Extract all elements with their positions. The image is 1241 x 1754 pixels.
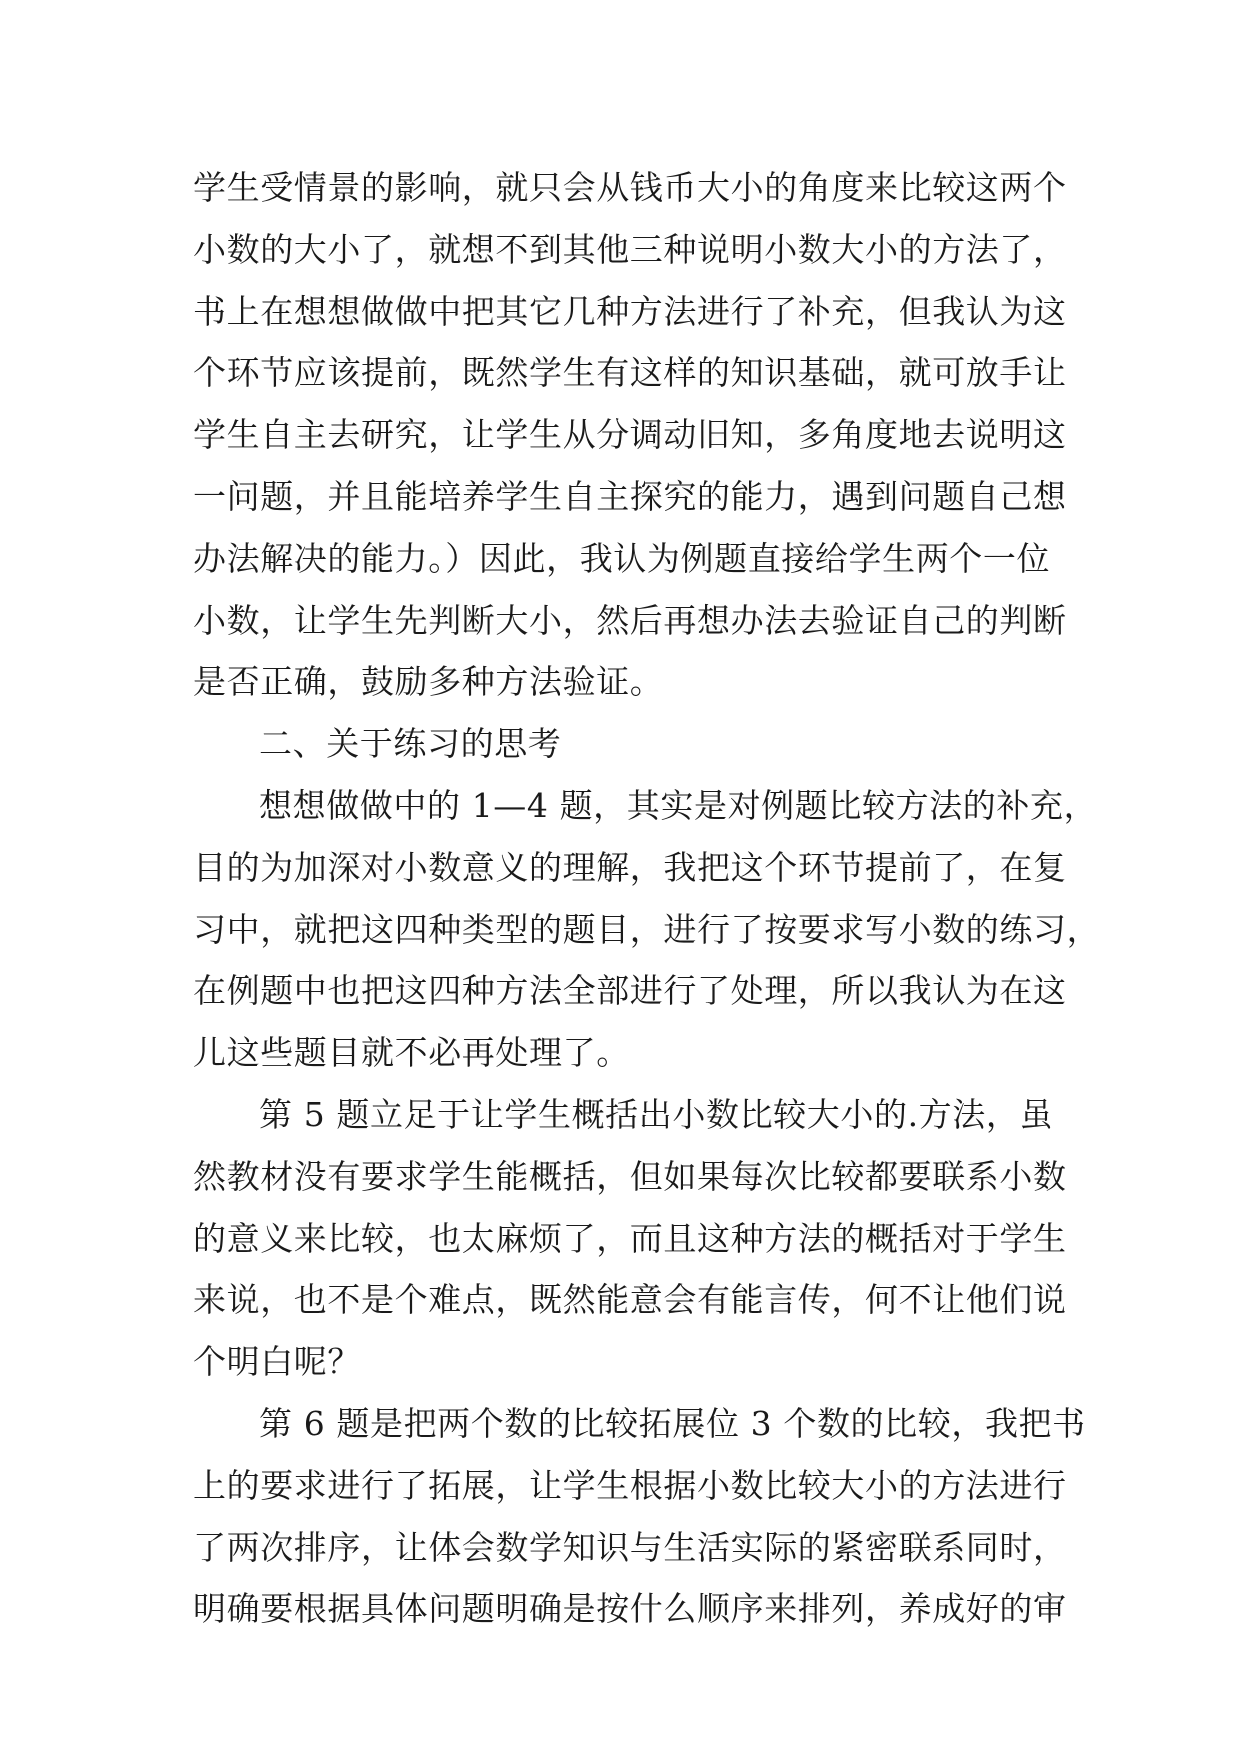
text-line: 明确要根据具体问题明确是按什么顺序来排列，养成好的审	[193, 1589, 1067, 1629]
text-line: 在例题中也把这四种方法全部进行了处理，所以我认为在这	[193, 971, 1067, 1011]
text-line: 是否正确，鼓励多种方法验证。	[193, 662, 664, 702]
text-line: 的意义来比较，也太麻烦了，而且这种方法的概括对于学生	[193, 1218, 1067, 1258]
text-line: 儿这些题目就不必再处理了。	[193, 1033, 630, 1073]
text-line: 来说，也不是个难点，既然能意会有能言传，何不让他们说	[193, 1280, 1067, 1320]
text-line: 个明白呢？	[193, 1342, 361, 1382]
text-line: 了两次排序，让体会数学知识与生活实际的紧密联系同时，	[193, 1527, 1067, 1567]
text-line: 办法解决的能力。）因此，我认为例题直接给学生两个一位	[193, 538, 1051, 578]
text-line: 习中，就把这四种类型的题目，进行了按要求写小数的练习，	[193, 909, 1101, 949]
text-line: 一问题，并且能培养学生自主探究的能力，遇到问题自己想	[193, 476, 1067, 516]
text-line: 书上在想想做做中把其它几种方法进行了补充，但我认为这	[193, 291, 1067, 331]
text-line: 目的为加深对小数意义的理解，我把这个环节提前了，在复	[193, 847, 1067, 887]
text-line: 学生自主去研究，让学生从分调动旧知，多角度地去说明这	[193, 415, 1067, 455]
text-line: 小数的大小了，就想不到其他三种说明小数大小的方法了，	[193, 229, 1067, 269]
text-line: 第 5 题立足于让学生概括出小数比较大小的.方法，虽	[259, 1094, 1054, 1134]
body-text	[193, 157, 1101, 1640]
text-line: 个环节应该提前，既然学生有这样的知识基础，就可放手让	[193, 353, 1067, 393]
text-line: 然教材没有要求学生能概括，但如果每次比较都要联系小数	[193, 1156, 1067, 1196]
text-line: 想想做做中的 1—4 题，其实是对例题比较方法的补充，	[259, 785, 1098, 825]
text-line: 第 6 题是把两个数的比较拓展位 3 个数的比较，我把书	[259, 1403, 1086, 1443]
section-heading: 二、关于练习的思考	[259, 724, 562, 764]
text-line: 小数，让学生先判断大小，然后再想办法去验证自己的判断	[193, 600, 1067, 640]
text-line: 学生受情景的影响，就只会从钱币大小的角度来比较这两个	[193, 168, 1067, 207]
text-line: 上的要求进行了拓展，让学生根据小数比较大小的方法进行	[193, 1465, 1067, 1505]
